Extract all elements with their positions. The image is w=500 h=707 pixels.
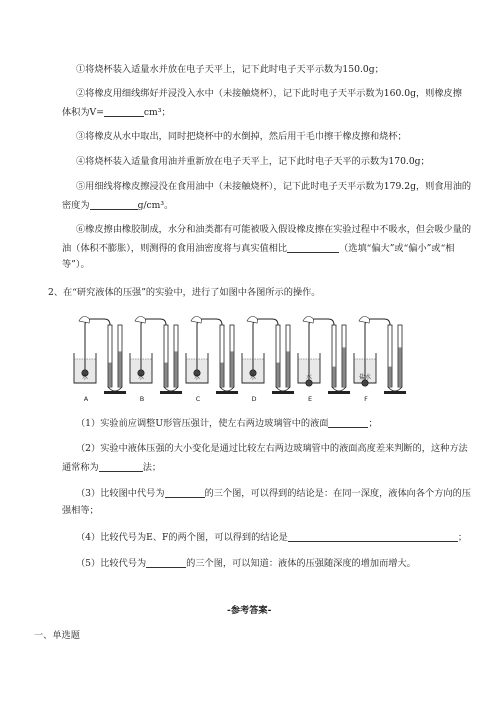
stand-base (104, 391, 126, 394)
panel-label: B (139, 395, 145, 403)
step-2-suffix: cm³； (143, 107, 171, 118)
step-4: ④将烧杯装入适量食用油并重新放在电子天平上，记下此时电子天平的示数为170.0g； (76, 156, 430, 167)
conclusion-answer-blank[interactable] (288, 531, 458, 542)
liquid-name: 水 (193, 374, 201, 381)
step-3: ③将橡皮从水中取出，同时把烧杯中的水倒掉，然后用干毛巾擦干橡皮擦和烧杯； (76, 131, 407, 142)
panel-label: A (83, 395, 89, 403)
sub-question-2-suffix: 法； (142, 462, 162, 473)
panel-label: C (195, 395, 201, 403)
sub-question-5 (76, 557, 416, 570)
u-tube-left-liquid (109, 363, 112, 387)
u-tube-bend (164, 387, 178, 391)
step-2-line-1: ②将橡皮用细线绑好并浸没入水中（未接触烧杯），记下此时电子天平示数为160.0g，则橡皮擦 (76, 88, 462, 99)
sub-question-4 (76, 531, 467, 544)
liquid-name: 水 (305, 374, 313, 381)
hand-holder (247, 317, 258, 324)
hand-holder (191, 317, 202, 324)
liquid-name: 水 (81, 374, 89, 381)
sub-question-3-prefix: （3）比较图中代号为 (76, 488, 165, 499)
sub-question-5-prefix: （5）比较代号为 (76, 558, 147, 569)
step-6-line-1: ⑥橡皮擦由橡胶制成，水分和油类都有可能被吸入假设橡皮擦在实验过程中不吸水，但会吸少量的 (76, 224, 472, 235)
sub-question-2-line-1: （2）实验中液体压强的大小变化是通过比较左右两边玻璃管中的液面高度差来判断的，这种方法 (76, 443, 468, 454)
liquid-name: 水 (137, 374, 145, 381)
step-5-line-1: ⑤用细线将橡皮擦浸没在食用油中（未接触烧杯），记下此时电子天平示数为179.2g，则食用油的 (76, 181, 472, 192)
u-tube-right-liquid (343, 347, 346, 387)
sub-question-3-suffix: 的三个图，可以得到的结论是：在同一深度，液体向各个方向的压 (204, 488, 471, 499)
method-answer-blank[interactable] (99, 461, 143, 472)
liquid-level-answer-blank[interactable] (328, 417, 368, 428)
stand-base (328, 391, 350, 394)
stand-base (216, 391, 238, 394)
u-tube-bend (108, 387, 122, 391)
comparison-answer-blank[interactable] (287, 242, 339, 253)
stand-base (160, 391, 182, 394)
u-tube-bend (332, 387, 346, 391)
sub-question-2-line-2 (62, 461, 161, 474)
hand-holder (303, 317, 314, 324)
step-6-line-2 (62, 242, 454, 255)
sub-question-4-prefix: （4）比较代号为E、F的两个图，可以得到的结论是 (76, 532, 288, 543)
panel-label: E (307, 395, 313, 403)
u-tube-left-liquid (221, 363, 224, 387)
step-6-suffix: （选填“偏大”或“偏小”或“相 (339, 243, 455, 254)
u-tube-right-liquid (119, 351, 122, 387)
volume-answer-blank[interactable] (104, 106, 144, 117)
sub-question-4-suffix: ； (457, 532, 468, 543)
u-tube-bend (388, 387, 402, 391)
u-tube-left-liquid (165, 363, 168, 387)
step-2-prefix: 体积为V= (62, 107, 104, 118)
stand-base (272, 391, 294, 394)
sub-question-1 (76, 417, 378, 430)
sub-question-2-prefix: 通常称为 (62, 462, 99, 473)
stand-base (384, 391, 406, 394)
u-tube-right-liquid (287, 351, 290, 387)
sub-question-1-suffix: ； (368, 418, 378, 429)
depth-figures-answer-blank[interactable] (146, 557, 186, 568)
sub-question-3-line-2: 强相等； (62, 505, 99, 516)
liquid-name: 水 (249, 374, 257, 381)
step-5-line-2 (62, 199, 173, 212)
pressure-gauge-figure (70, 313, 410, 403)
panel-label: F (364, 395, 368, 403)
step-6-prefix: 油（体积不膨胀），则测得的食用油密度将与真实值相比 (62, 243, 288, 254)
density-answer-blank[interactable] (90, 199, 138, 210)
u-tube-bend (276, 387, 290, 391)
u-tube-left-liquid (277, 363, 280, 387)
hand-holder (359, 317, 370, 324)
step-5-suffix: g/cm³。 (137, 200, 174, 211)
step-6-line-3: 等”）。 (62, 259, 90, 270)
step-1: ①将烧杯装入适量水并放在电子天平上，记下此时电子天平示数为150.0g； (76, 64, 384, 75)
u-tube-right-liquid (399, 347, 402, 387)
section-single-choice: 一、单选题 (34, 630, 80, 641)
sub-question-1-prefix: （1）实验前应调整U形管压强计，使左右两边玻璃管中的液面 (76, 418, 329, 429)
u-tube-left-liquid (333, 367, 336, 387)
u-tube-right-liquid (175, 351, 178, 387)
u-tube-right-liquid (231, 351, 234, 387)
sub-question-5-suffix: 的三个图，可以知道：液体的压强随深度的增加而增大。 (186, 558, 416, 569)
sub-question-3-line-1 (76, 487, 471, 500)
hand-holder (135, 317, 146, 324)
answer-key-title: -参考答案- (227, 605, 272, 616)
figures-code-answer-blank[interactable] (165, 487, 205, 498)
u-tube-left-liquid (389, 367, 392, 387)
question-2-intro: 2、在“研究液体的压强”的实验中，进行了如图中各图所示的操作。 (48, 287, 321, 298)
panel-label: D (251, 395, 257, 403)
u-tube-bend (220, 387, 234, 391)
liquid-name: 盐水 (358, 374, 372, 381)
hand-holder (79, 317, 90, 324)
step-5-prefix: 密度为 (62, 200, 90, 211)
step-2-line-2 (62, 106, 171, 119)
